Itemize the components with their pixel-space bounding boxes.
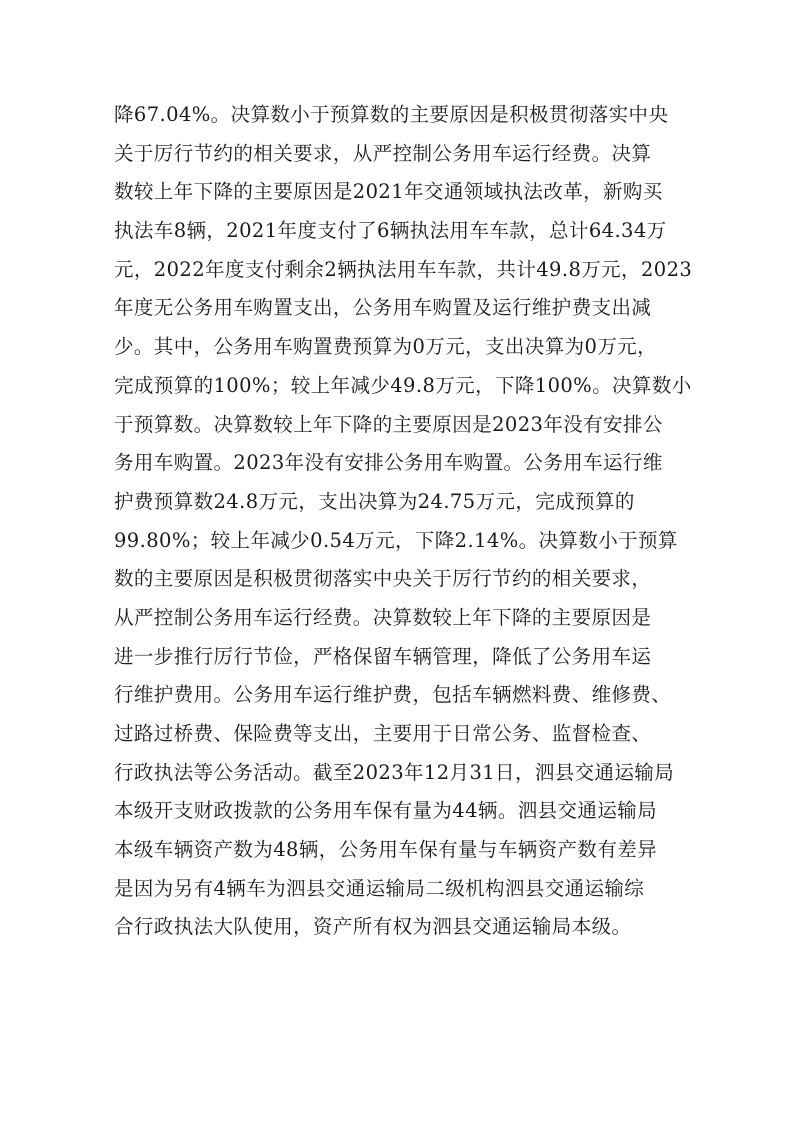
text-line: 进一步推行厉行节俭，严格保留车辆管理，降低了公务用车运 [114, 644, 652, 668]
text-line: 执法车8辆，2021年度支付了6辆执法用车车款，总计64.34万 [114, 219, 667, 243]
text-line: 行维护费用。公务用车运行维护费，包括车辆燃料费、维修费、 [114, 683, 672, 707]
text-line: 行政执法等公务活动。截至2023年12月31日，泗县交通运输局 [114, 760, 675, 784]
text-line: 年度无公务用车购置支出，公务用车购置及运行维护费支出减 [114, 296, 652, 320]
text-line: 于预算数。决算数较上年下降的主要原因是2023年没有安排公 [114, 412, 663, 436]
text-line: 完成预算的100%；较上年减少49.8万元，下降100%。决算数小 [114, 373, 692, 397]
body-paragraph [114, 96, 692, 947]
text-line: 本级车辆资产数为48辆，公务用车保有量与车辆资产数有差异 [114, 838, 658, 862]
text-line: 务用车购置。2023年没有安排公务用车购置。公务用车运行维 [114, 451, 663, 475]
text-line: 从严控制公务用车运行经费。决算数较上年下降的主要原因是 [114, 605, 652, 629]
text-line: 元，2022年度支付剩余2辆执法用车车款，共计49.8万元，2023 [114, 257, 693, 281]
text-line: 本级开支财政拨款的公务用车保有量为44辆。泗县交通运输局 [114, 799, 658, 823]
text-line: 数的主要原因是积极贯彻落实中央关于厉行节约的相关要求， [114, 567, 652, 591]
text-line: 关于厉行节约的相关要求，从严控制公务用车运行经费。决算 [114, 141, 652, 165]
text-line: 少。其中，公务用车购置费预算为0万元，支出决算为0万元， [114, 335, 658, 359]
text-line: 护费预算数24.8万元，支出决算为24.75万元，完成预算的 [114, 489, 635, 513]
text-line: 99.80%；较上年减少0.54万元，下降2.14%。决算数小于预算 [114, 528, 678, 552]
text-line: 数较上年下降的主要原因是2021年交通领域执法改革，新购买 [114, 180, 663, 204]
text-line: 过路过桥费、保险费等支出，主要用于日常公务、监督检查、 [114, 722, 652, 745]
text-line: 合行政执法大队使用，资产所有权为泗县交通运输局本级。 [114, 915, 632, 939]
text-line: 降67.04%。决算数小于预算数的主要原因是积极贯彻落实中央 [114, 103, 669, 126]
text-line: 是因为另有4辆车为泗县交通运输局二级机构泗县交通运输综 [114, 876, 645, 900]
